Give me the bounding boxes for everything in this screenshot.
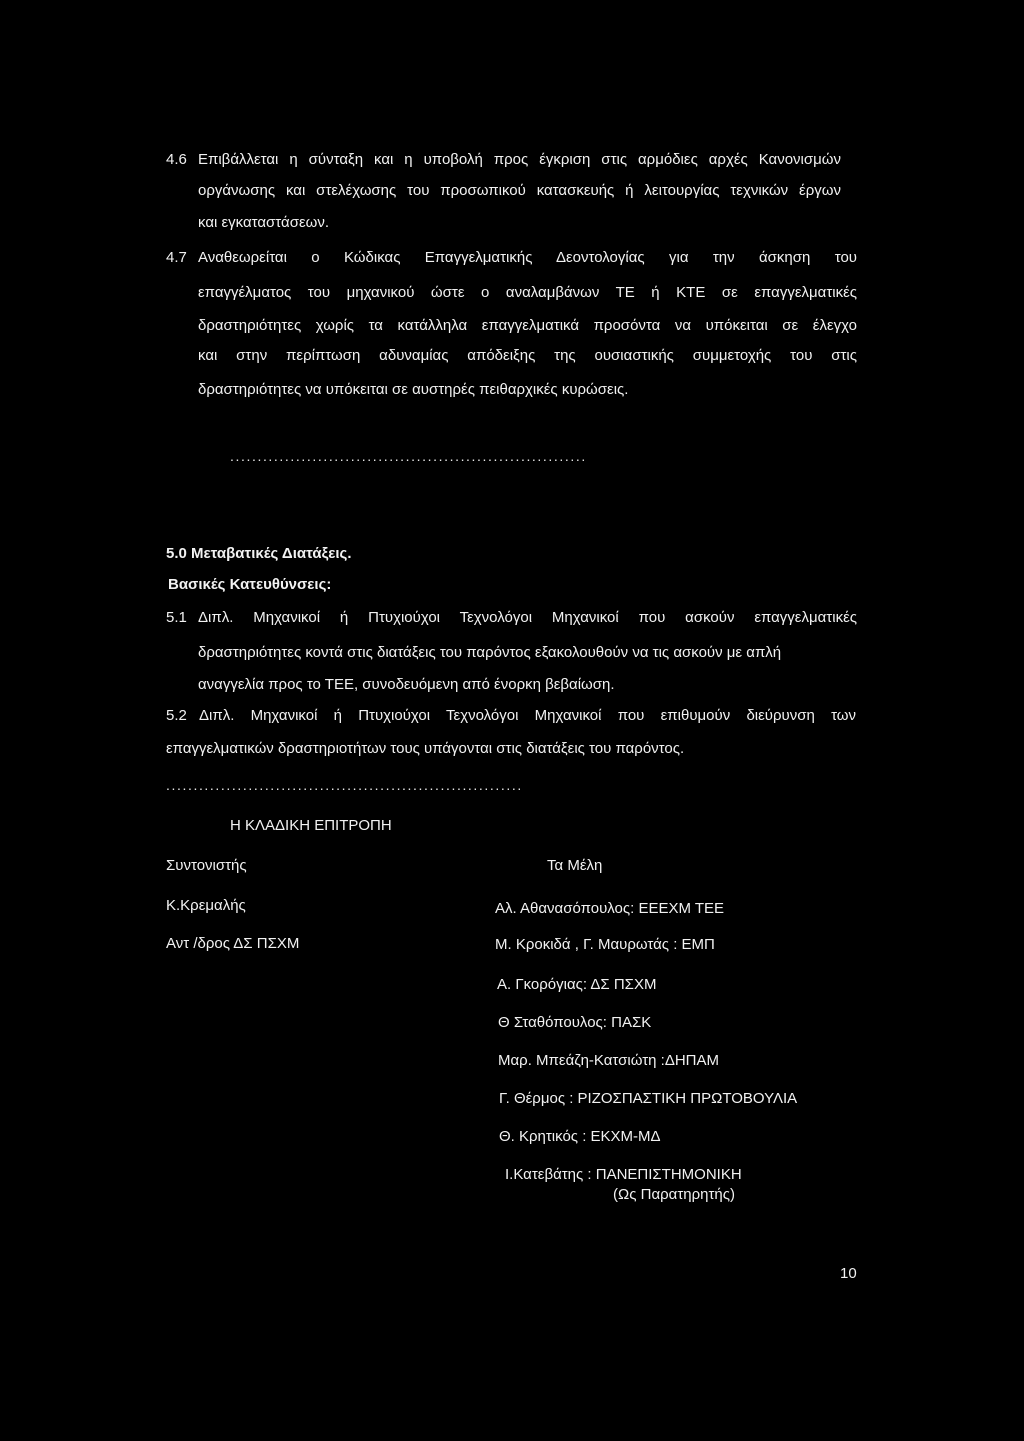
section-5-title: 5.0 Μεταβατικές Διατάξεις. xyxy=(166,545,352,562)
coordinator-name: Κ.Κρεμαλής xyxy=(166,897,246,914)
member-entry: Ι.Κατεβάτης : ΠΑΝΕΠΙΣΤΗΜΟΝΙΚΗ xyxy=(505,1166,742,1183)
member-entry: Γ. Θέρμος : ΡΙΖΟΣΠΑΣΤΙΚΗ ΠΡΩΤΟΒΟΥΛΙΑ xyxy=(499,1090,798,1107)
dotted-separator: ................................................................. xyxy=(230,448,587,464)
member-entry: Α. Γκορόγιας: ΔΣ ΠΣΧΜ xyxy=(497,976,657,993)
clause-5-1-number: 5.1 xyxy=(166,609,187,626)
section-5-subtitle: Βασικές Κατευθύνσεις: xyxy=(168,576,332,593)
observer-note: (Ως Παρατηρητής) xyxy=(613,1186,735,1203)
members-label: Τα Μέλη xyxy=(547,857,603,874)
clause-5-2-line-1: Διπλ. Μηχανικοί ή Πτυχιούχοι Τεχνολόγοι Μηχανικοί που επιθυμούν διεύρυνση των xyxy=(199,707,856,724)
member-entry: Αλ. Αθανασόπουλος: ΕΕΕΧΜ ΤΕΕ xyxy=(495,900,725,917)
committee-heading: Η ΚΛΑΔΙΚΗ ΕΠΙΤΡΟΠΗ xyxy=(230,817,392,834)
clause-5-1-line-1: Διπλ. Μηχανικοί ή Πτυχιούχοι Τεχνολόγοι Μηχανικοί που ασκούν επαγγελματικές xyxy=(198,609,857,626)
clause-4-6-line-3: και εγκαταστάσεων. xyxy=(198,214,330,231)
clause-4-7-line-4: και στην περίπτωση αδυναμίας απόδειξης της ουσιαστικής συμμετοχής του στις xyxy=(198,347,857,364)
member-entry: Θ. Κρητικός : ΕΚΧΜ-ΜΔ xyxy=(499,1128,661,1145)
member-entry: Μαρ. Μπεάζη-Κατσιώτη :ΔΗΠΑΜ xyxy=(498,1052,720,1069)
coordinator-role: Αντ /δρος ΔΣ ΠΣΧΜ xyxy=(166,935,300,952)
clause-4-6-line-2: οργάνωσης και στελέχωσης του προσωπικού κατασκευής ή λειτουργίας τεχνικών έργων xyxy=(198,182,841,199)
clause-4-7-line-1: Αναθεωρείται ο Κώδικας Επαγγελματικής Δεοντολογίας για την άσκηση του xyxy=(198,249,857,266)
clause-5-1-line-2: δραστηριότητες κοντά στις διατάξεις του παρόντος εξακολουθούν να τις ασκούν με απλή xyxy=(198,644,782,661)
member-entry: Μ. Κροκιδά , Γ. Μαυρωτάς : ΕΜΠ xyxy=(495,936,715,953)
clause-4-7-number: 4.7 xyxy=(166,249,187,266)
clause-5-2-line-2: επαγγελματικών δραστηριοτήτων τους υπάγονται στις διατάξεις του παρόντος. xyxy=(166,740,685,757)
clause-4-7-line-5: δραστηριότητες να υπόκειται σε αυστηρές πειθαρχικές κυρώσεις. xyxy=(198,381,629,398)
coordinator-label: Συντονιστής xyxy=(166,857,247,874)
clause-4-7-line-2: επαγγέλματος του μηχανικού ώστε ο αναλαμβάνων ΤΕ ή ΚΤΕ σε επαγγελματικές xyxy=(198,284,857,301)
clause-5-1-line-3: αναγγελία προς το ΤΕΕ, συνοδευόμενη από ένορκη βεβαίωση. xyxy=(198,676,615,693)
clause-4-6-number: 4.6 xyxy=(166,151,187,168)
dotted-separator: ................................................................. xyxy=(166,777,523,793)
clause-5-2-number: 5.2 xyxy=(166,707,187,724)
clause-4-6-line-1: Επιβάλλεται η σύνταξη και η υποβολή προς έγκριση στις αρμόδιες αρχές Κανονισμών xyxy=(198,151,841,168)
member-entry: Θ Σταθόπουλος: ΠΑΣΚ xyxy=(498,1014,652,1031)
page-number: 10 xyxy=(840,1265,857,1282)
clause-4-7-line-3: δραστηριότητες χωρίς τα κατάλληλα επαγγελματικά προσόντα να υπόκειται σε έλεγχο xyxy=(198,317,857,334)
